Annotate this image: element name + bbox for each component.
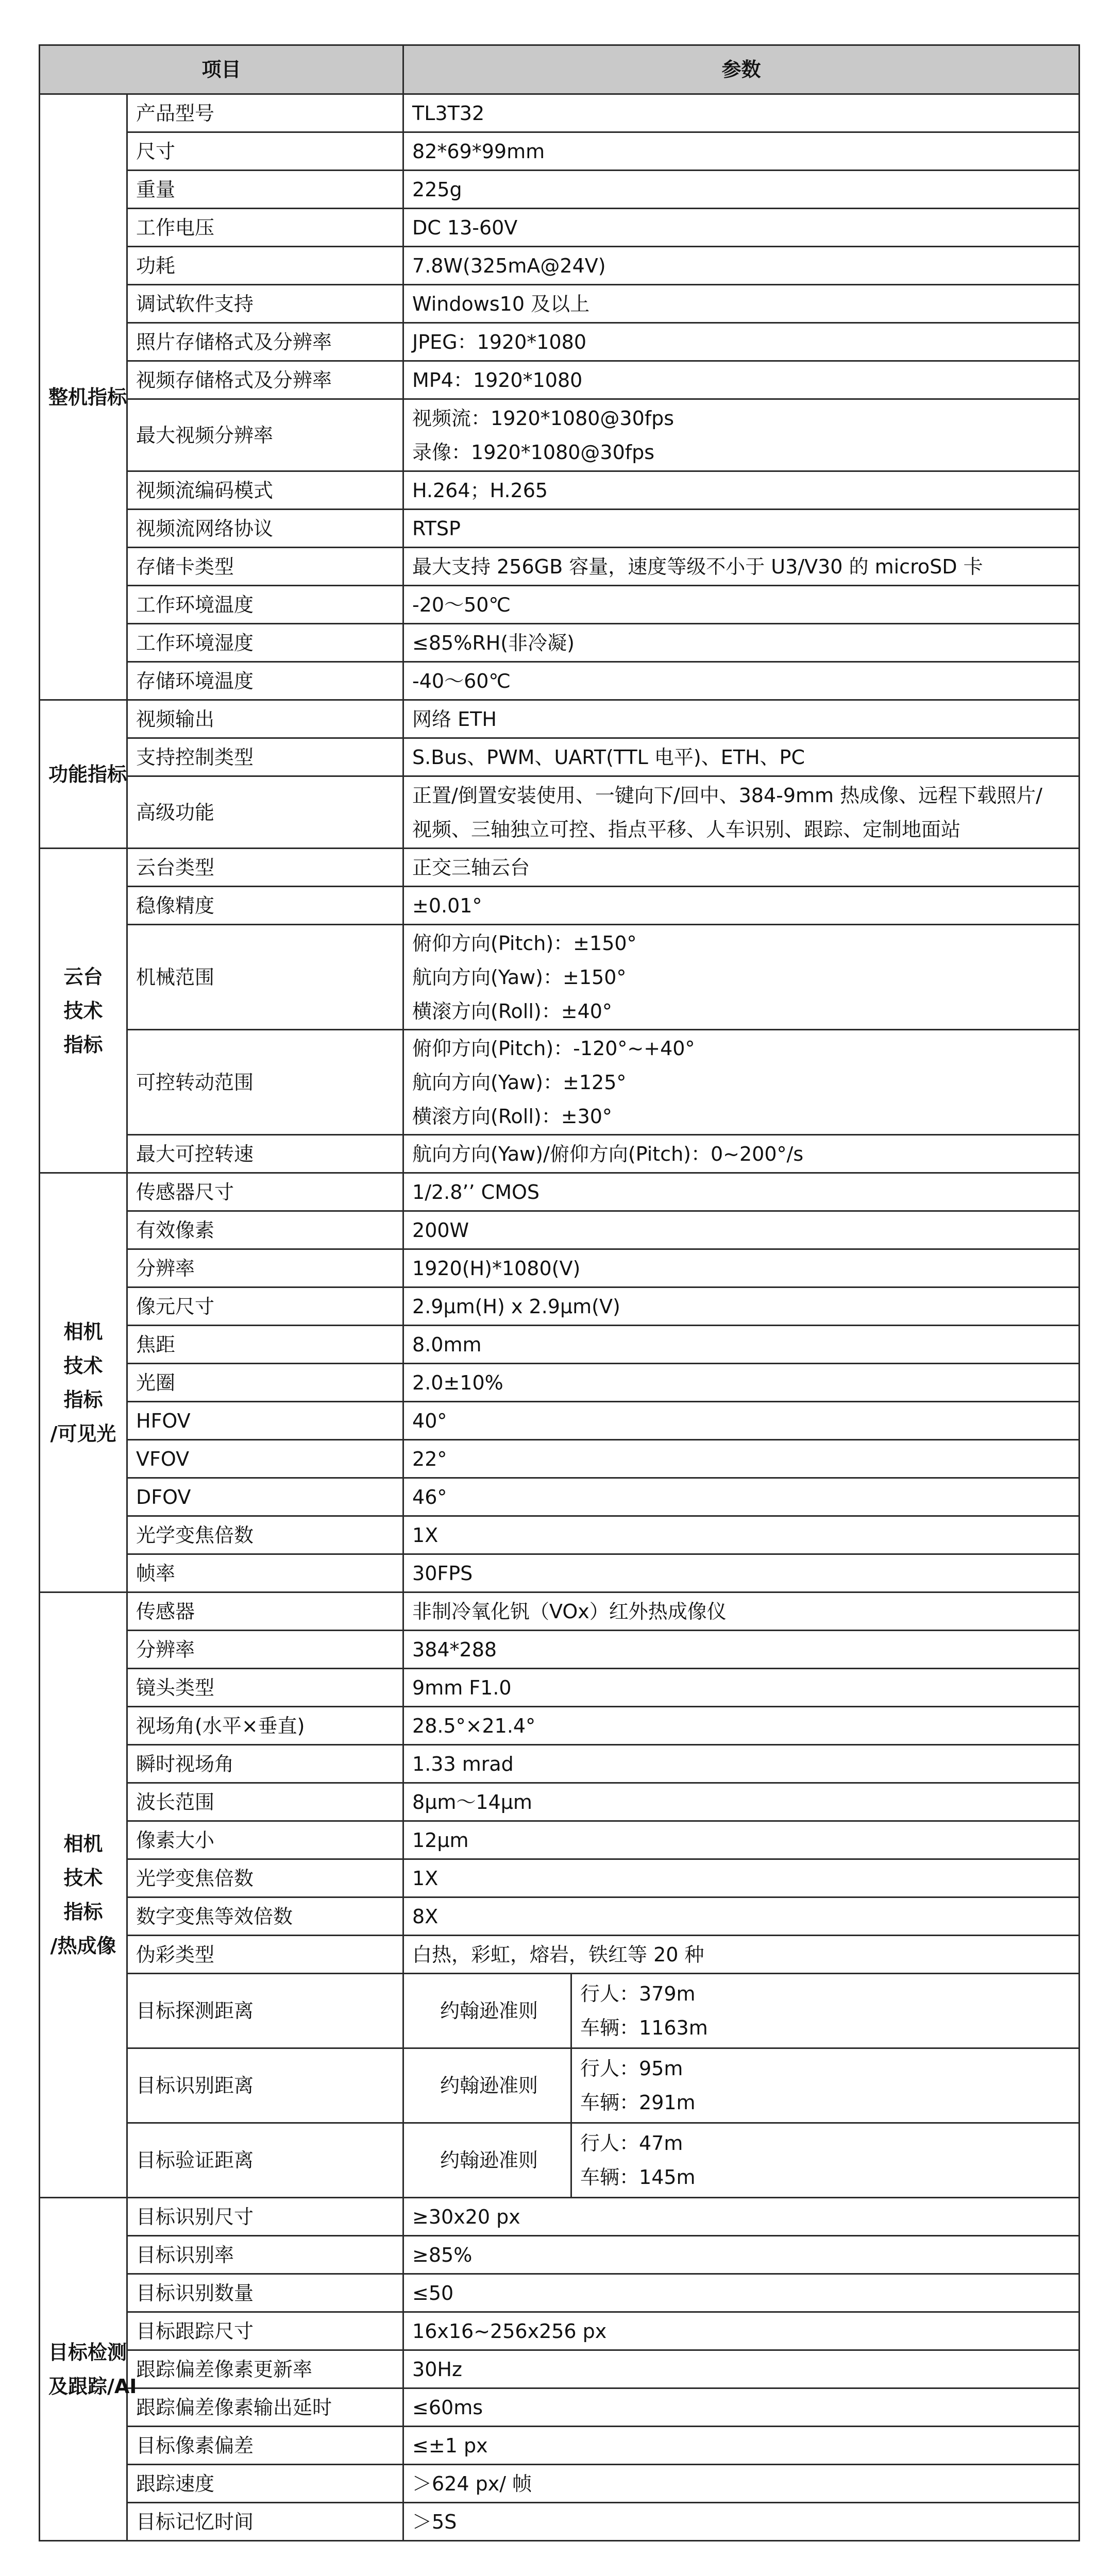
header-item: 项目 bbox=[40, 45, 403, 94]
param-value: 28.5°×21.4° bbox=[403, 1707, 1080, 1745]
param-value: 46° bbox=[403, 1478, 1080, 1516]
param-value: 1920(H)*1080(V) bbox=[403, 1249, 1080, 1287]
param-label: 云台类型 bbox=[127, 849, 403, 887]
param-value: 正交三轴云台 bbox=[403, 849, 1080, 887]
param-value-line: 航向方向(Yaw)：±150° bbox=[412, 965, 627, 989]
param-label: 光学变焦倍数 bbox=[127, 1859, 403, 1897]
table-row bbox=[40, 849, 1080, 887]
param-value-line: 俯仰方向(Pitch)：-120°~+40° bbox=[412, 1037, 695, 1060]
param-label: 尺寸 bbox=[127, 132, 403, 171]
section-label bbox=[40, 94, 127, 700]
table-row bbox=[40, 94, 1080, 132]
table-row bbox=[40, 1974, 1080, 2048]
section-label-line: 整机指标 bbox=[48, 385, 127, 409]
param-label: 传感器尺寸 bbox=[127, 1173, 403, 1211]
param-value: 8.0mm bbox=[403, 1326, 1080, 1364]
param-label: 产品型号 bbox=[127, 94, 403, 132]
table-row bbox=[40, 624, 1080, 662]
table-row bbox=[40, 510, 1080, 548]
param-value: 1/2.8’’ CMOS bbox=[403, 1173, 1080, 1211]
param-value: 12μm bbox=[403, 1821, 1080, 1859]
param-value: ≤85%RH(非冷凝) bbox=[403, 624, 1080, 662]
table-row bbox=[40, 548, 1080, 586]
range-value-vehicle: 车辆：145m bbox=[580, 2166, 696, 2189]
table-row bbox=[40, 1592, 1080, 1631]
range-criterion: 约翰逊准则 bbox=[403, 1974, 571, 2048]
table-row bbox=[40, 1516, 1080, 1554]
param-label: 光圈 bbox=[127, 1364, 403, 1402]
param-value: 白热，彩虹，熔岩，铁红等 20 种 bbox=[403, 1936, 1080, 1974]
table-row bbox=[40, 1707, 1080, 1745]
param-label: 目标识别率 bbox=[127, 2236, 403, 2274]
param-value: 40° bbox=[403, 1402, 1080, 1440]
table-row bbox=[40, 361, 1080, 399]
section-label bbox=[40, 849, 127, 1173]
section-label bbox=[40, 2198, 137, 2541]
section-label-line: 指标 bbox=[63, 1901, 103, 1923]
section-label bbox=[40, 700, 127, 849]
param-value: H.264；H.265 bbox=[403, 471, 1080, 510]
table-row bbox=[40, 2312, 1080, 2350]
param-value: 384*288 bbox=[403, 1631, 1080, 1669]
table-row bbox=[40, 2503, 1080, 2541]
table-row bbox=[40, 209, 1080, 247]
table-row bbox=[40, 2427, 1080, 2465]
section-label-line: 功能指标 bbox=[48, 762, 127, 786]
table-row bbox=[40, 586, 1080, 624]
param-label: 视频流网络协议 bbox=[127, 510, 403, 548]
param-label: 视频存储格式及分辨率 bbox=[127, 361, 403, 399]
param-value: 30FPS bbox=[403, 1554, 1080, 1592]
param-value bbox=[403, 399, 1080, 471]
param-label: 跟踪偏差像素更新率 bbox=[127, 2350, 403, 2388]
param-value: Windows10 及以上 bbox=[403, 285, 1080, 323]
param-label: 支持控制类型 bbox=[127, 738, 403, 776]
table-row bbox=[40, 1783, 1080, 1821]
param-label: 帧率 bbox=[127, 1554, 403, 1592]
section-label-line: 相机 bbox=[63, 1833, 103, 1855]
table-row bbox=[40, 2465, 1080, 2503]
section-label-line: /热成像 bbox=[50, 1935, 116, 1957]
range-criterion: 约翰逊准则 bbox=[403, 2123, 571, 2198]
table-row bbox=[40, 1669, 1080, 1707]
table-row bbox=[40, 887, 1080, 925]
range-values bbox=[571, 2048, 1080, 2123]
section-label-line: 相机 bbox=[63, 1320, 103, 1343]
param-value: 航向方向(Yaw)/俯仰方向(Pitch)：0~200°/s bbox=[403, 1135, 1080, 1173]
param-value-line: 横滚方向(Roll)：±30° bbox=[412, 1105, 612, 1128]
param-value: 7.8W(325mA@24V) bbox=[403, 247, 1080, 285]
table-row bbox=[40, 925, 1080, 1030]
header-param: 参数 bbox=[403, 45, 1080, 94]
table-row bbox=[40, 1554, 1080, 1592]
param-label: HFOV bbox=[127, 1402, 403, 1440]
param-label: 目标跟踪尺寸 bbox=[127, 2312, 403, 2350]
param-label: 工作电压 bbox=[127, 209, 403, 247]
param-value: 网络 ETH bbox=[403, 700, 1080, 738]
param-value: S.Bus、PWM、UART(TTL 电平)、ETH、PC bbox=[403, 738, 1080, 776]
table-row bbox=[40, 1440, 1080, 1478]
section-label-line: 云台 bbox=[63, 965, 103, 988]
param-value: 16x16~256x256 px bbox=[403, 2312, 1080, 2350]
param-value: 1.33 mrad bbox=[403, 1745, 1080, 1783]
section-label-line: 技术 bbox=[63, 999, 103, 1022]
param-value: -40～60℃ bbox=[403, 662, 1080, 700]
section-label bbox=[40, 1592, 127, 2198]
range-value-vehicle: 车辆：291m bbox=[580, 2091, 696, 2114]
param-label: 视频流编码模式 bbox=[127, 471, 403, 510]
param-label: 伪彩类型 bbox=[127, 1936, 403, 1974]
spec-table bbox=[39, 44, 1080, 2541]
param-label: 调试软件支持 bbox=[127, 285, 403, 323]
table-row bbox=[40, 738, 1080, 776]
param-label: 目标识别数量 bbox=[127, 2274, 403, 2312]
section-label-line: 及跟踪/AI bbox=[48, 2375, 137, 2398]
param-label: 目标识别尺寸 bbox=[127, 2198, 403, 2236]
param-label: 波长范围 bbox=[127, 1783, 403, 1821]
param-label: 照片存储格式及分辨率 bbox=[127, 323, 403, 361]
table-row bbox=[40, 776, 1080, 849]
range-values bbox=[571, 1974, 1080, 2048]
param-label: 目标验证距离 bbox=[127, 2123, 403, 2198]
table-row bbox=[40, 700, 1080, 738]
table-row bbox=[40, 662, 1080, 700]
param-label: 数字变焦等效倍数 bbox=[127, 1897, 403, 1936]
param-label: 传感器 bbox=[127, 1592, 403, 1631]
table-row bbox=[40, 2388, 1080, 2427]
table-row bbox=[40, 2274, 1080, 2312]
param-value bbox=[403, 1030, 1080, 1135]
section-label-line: /可见光 bbox=[50, 1422, 116, 1445]
param-value-line: 航向方向(Yaw)：±125° bbox=[412, 1071, 627, 1094]
param-value: 1X bbox=[403, 1859, 1080, 1897]
table-row bbox=[40, 323, 1080, 361]
param-label: 视频输出 bbox=[127, 700, 403, 738]
range-values bbox=[571, 2123, 1080, 2198]
section-label-line: 技术 bbox=[63, 1354, 103, 1377]
param-label: 视场角(水平×垂直) bbox=[127, 1707, 403, 1745]
param-label: DFOV bbox=[127, 1478, 403, 1516]
param-value: 1X bbox=[403, 1516, 1080, 1554]
section-label bbox=[40, 1173, 127, 1592]
section-label-line: 指标 bbox=[63, 1388, 103, 1411]
param-value: 非制冷氧化钒（VOx）红外热成像仪 bbox=[403, 1592, 1080, 1631]
section-label-line: 指标 bbox=[63, 1033, 103, 1056]
param-value: -20～50℃ bbox=[403, 586, 1080, 624]
table-row bbox=[40, 1364, 1080, 1402]
table-row bbox=[40, 1745, 1080, 1783]
param-value-line: 横滚方向(Roll)：±40° bbox=[412, 999, 612, 1023]
param-label: 高级功能 bbox=[127, 776, 403, 849]
param-value-line: 视频流：1920*1080@30fps bbox=[412, 406, 674, 430]
param-label: 机械范围 bbox=[127, 925, 403, 1030]
param-label: 跟踪偏差像素输出延时 bbox=[127, 2388, 403, 2427]
param-label: 稳像精度 bbox=[127, 887, 403, 925]
table-row bbox=[40, 1326, 1080, 1364]
range-value-vehicle: 车辆：1163m bbox=[580, 2016, 708, 2039]
range-value-person: 行人：379m bbox=[580, 1982, 696, 2005]
param-value: MP4：1920*1080 bbox=[403, 361, 1080, 399]
param-value: 22° bbox=[403, 1440, 1080, 1478]
range-criterion: 约翰逊准则 bbox=[403, 2048, 571, 2123]
param-label: 光学变焦倍数 bbox=[127, 1516, 403, 1554]
section-label-line: 目标检测 bbox=[48, 2341, 127, 2364]
table-row bbox=[40, 1821, 1080, 1859]
param-label: 跟踪速度 bbox=[127, 2465, 403, 2503]
param-label: 目标探测距离 bbox=[127, 1974, 403, 2048]
param-value: RTSP bbox=[403, 510, 1080, 548]
param-value: ≥30x20 px bbox=[403, 2198, 1080, 2236]
table-row bbox=[40, 1211, 1080, 1249]
param-value: 225g bbox=[403, 171, 1080, 209]
param-label: 瞬时视场角 bbox=[127, 1745, 403, 1783]
param-value: 最大支持 256GB 容量，速度等级不小于 U3/V30 的 microSD 卡 bbox=[403, 548, 1080, 586]
param-label: 焦距 bbox=[127, 1326, 403, 1364]
param-value: ≥85% bbox=[403, 2236, 1080, 2274]
param-label: 最大视频分辨率 bbox=[127, 399, 403, 471]
param-label: 目标像素偏差 bbox=[127, 2427, 403, 2465]
param-value: DC 13-60V bbox=[403, 209, 1080, 247]
param-value: TL3T32 bbox=[403, 94, 1080, 132]
param-value: JPEG：1920*1080 bbox=[403, 323, 1080, 361]
param-value bbox=[403, 776, 1080, 849]
param-value-line: 视频、三轴独立可控、指点平移、人车识别、跟踪、定制地面站 bbox=[412, 818, 961, 841]
table-row bbox=[40, 1897, 1080, 1936]
table-row bbox=[40, 285, 1080, 323]
param-label: 分辨率 bbox=[127, 1631, 403, 1669]
table-row bbox=[40, 1287, 1080, 1326]
table-row bbox=[40, 1402, 1080, 1440]
param-label: 可控转动范围 bbox=[127, 1030, 403, 1135]
param-label: 功耗 bbox=[127, 247, 403, 285]
param-label: 有效像素 bbox=[127, 1211, 403, 1249]
param-value: ≤60ms bbox=[403, 2388, 1080, 2427]
param-value: ≤50 bbox=[403, 2274, 1080, 2312]
param-value: 9mm F1.0 bbox=[403, 1669, 1080, 1707]
param-value: 82*69*99mm bbox=[403, 132, 1080, 171]
param-value: ≤±1 px bbox=[403, 2427, 1080, 2465]
param-label: 分辨率 bbox=[127, 1249, 403, 1287]
range-value-person: 行人：47m bbox=[580, 2132, 683, 2155]
param-label: 工作环境湿度 bbox=[127, 624, 403, 662]
table-row bbox=[40, 171, 1080, 209]
param-label: 镜头类型 bbox=[127, 1669, 403, 1707]
param-label: 工作环境温度 bbox=[127, 586, 403, 624]
param-label: 目标记忆时间 bbox=[127, 2503, 403, 2541]
section-label-line: 技术 bbox=[63, 1867, 103, 1889]
param-value: 30Hz bbox=[403, 2350, 1080, 2388]
param-label: 最大可控转速 bbox=[127, 1135, 403, 1173]
param-value: ＞5S bbox=[403, 2503, 1080, 2541]
param-label: 目标识别距离 bbox=[127, 2048, 403, 2123]
param-value: 8μm～14μm bbox=[403, 1783, 1080, 1821]
table-row bbox=[40, 1030, 1080, 1135]
table-row bbox=[40, 1249, 1080, 1287]
table-row bbox=[40, 2123, 1080, 2198]
param-label: 像元尺寸 bbox=[127, 1287, 403, 1326]
table-row bbox=[40, 1936, 1080, 1974]
param-value-line: 俯仰方向(Pitch)：±150° bbox=[412, 931, 637, 955]
param-value: 2.9μm(H) x 2.9μm(V) bbox=[403, 1287, 1080, 1326]
table-row bbox=[40, 399, 1080, 471]
table-row bbox=[40, 2048, 1080, 2123]
param-value-line: 录像：1920*1080@30fps bbox=[412, 440, 655, 464]
table-row bbox=[40, 132, 1080, 171]
param-value: 2.0±10% bbox=[403, 1364, 1080, 1402]
param-value: ±0.01° bbox=[403, 887, 1080, 925]
table-row bbox=[40, 1135, 1080, 1173]
range-value-person: 行人：95m bbox=[580, 2057, 683, 2080]
table-row bbox=[40, 1478, 1080, 1516]
param-label: VFOV bbox=[127, 1440, 403, 1478]
table-row bbox=[40, 247, 1080, 285]
table-row bbox=[40, 2198, 1080, 2236]
table-row bbox=[40, 1631, 1080, 1669]
param-value: ＞624 px/ 帧 bbox=[403, 2465, 1080, 2503]
param-label: 存储卡类型 bbox=[127, 548, 403, 586]
table-row bbox=[40, 1859, 1080, 1897]
param-value-line: 正置/倒置安装使用、一键向下/回中、384-9mm 热成像、远程下载照片/ bbox=[412, 784, 1042, 807]
header-row bbox=[40, 45, 1080, 94]
table-row bbox=[40, 2236, 1080, 2274]
table-row bbox=[40, 2350, 1080, 2388]
param-label: 存储环境温度 bbox=[127, 662, 403, 700]
param-value: 8X bbox=[403, 1897, 1080, 1936]
param-label: 像素大小 bbox=[127, 1821, 403, 1859]
table-row bbox=[40, 471, 1080, 510]
param-label: 重量 bbox=[127, 171, 403, 209]
param-value bbox=[403, 925, 1080, 1030]
table-row bbox=[40, 1173, 1080, 1211]
param-value: 200W bbox=[403, 1211, 1080, 1249]
